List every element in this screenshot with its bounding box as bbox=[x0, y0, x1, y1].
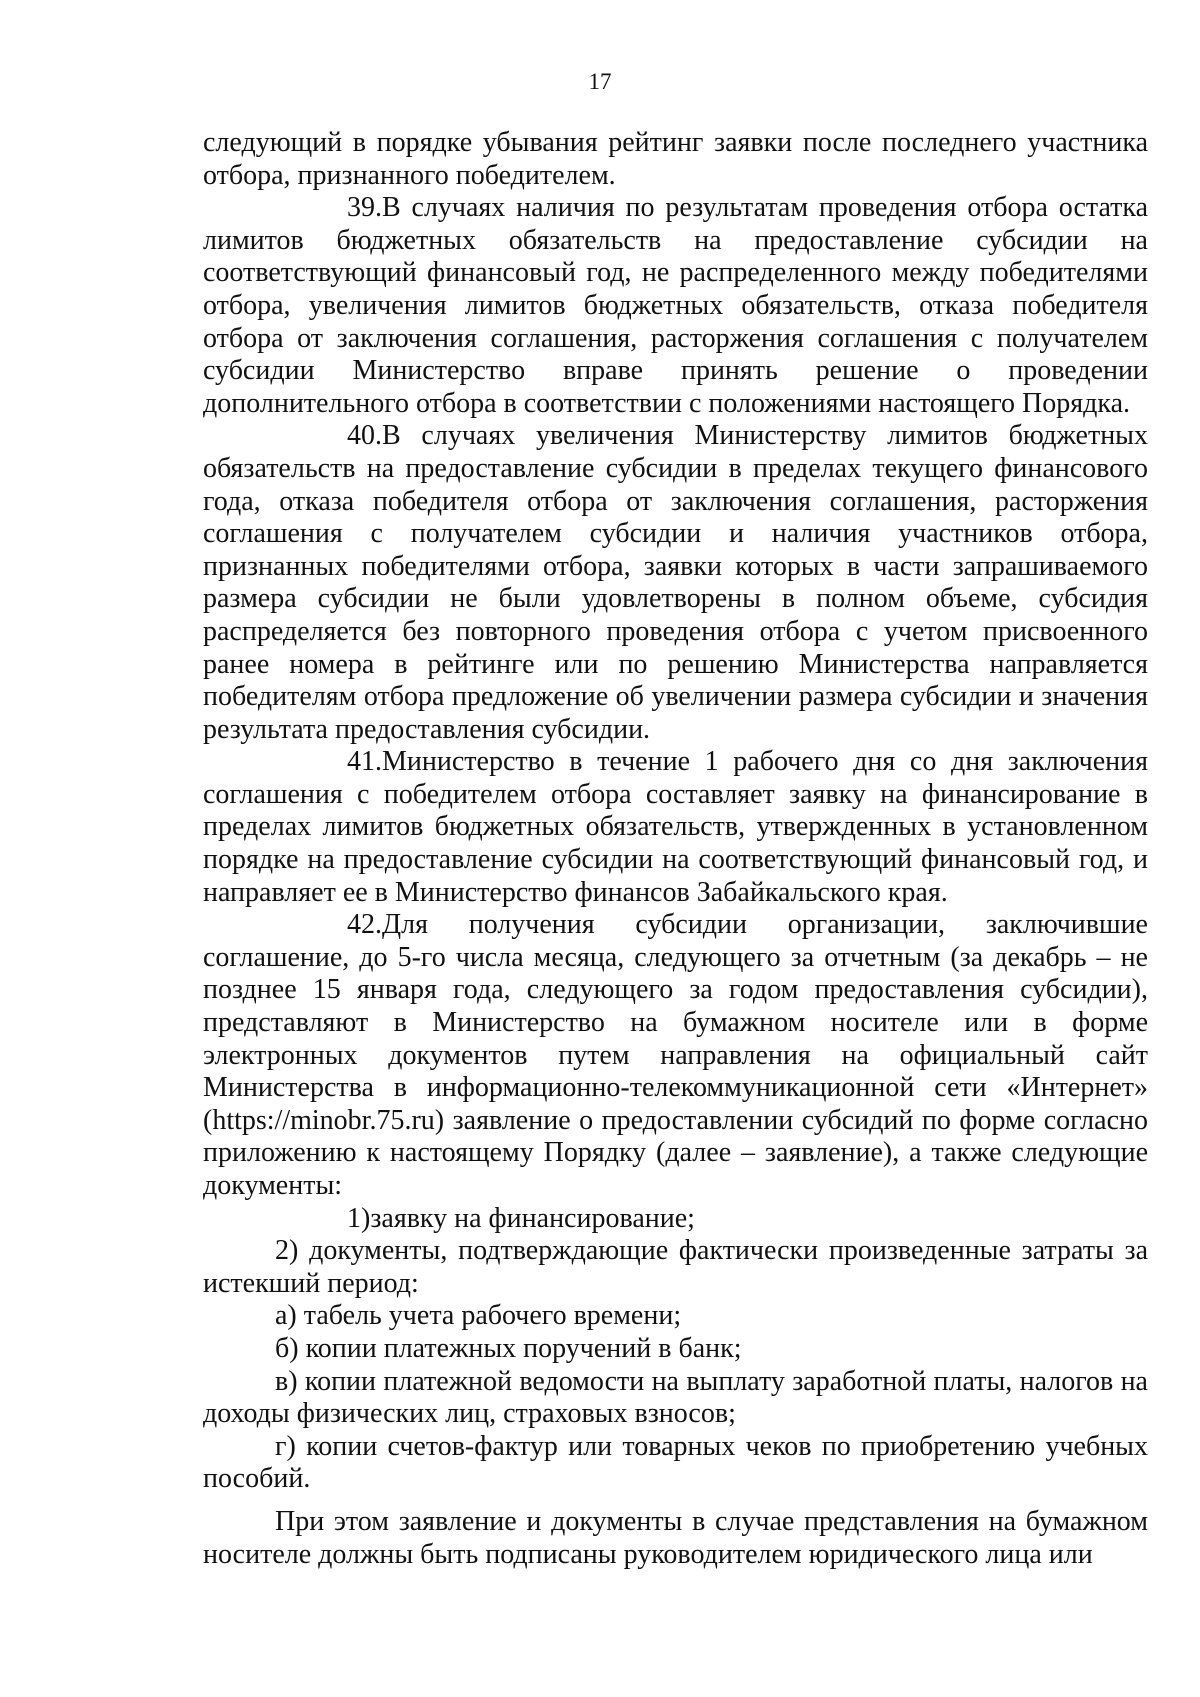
paragraph-number: 41. bbox=[347, 746, 382, 778]
paragraph-number: 40. bbox=[347, 420, 382, 452]
list-item-number: 1) bbox=[347, 1202, 371, 1234]
list-item-2: 2) документы, подтверждающие фактически произведенные затраты за истекший период: bbox=[203, 1235, 1148, 1299]
paragraph-text: В случаях увеличения Министерству лимитов бюджетных обязательств на предоставление субсидии в пределах текущего финансового года, отказа победителя отбора от заключения соглашения, расторжения соглашения с получателем субсидии и наличия участников отбора, признанных победителями отбора, заявки которых в части запрашиваемого размера субсидии не были удовлетворены в полном объеме, субсидия распределяется без повторного проведения отбора с учетом присвоенного ранее номера в рейтинге или по решению Министерства направляется победителям отбора предложение об увеличении размера субсидии и значения результата предоставления субсидии. bbox=[203, 420, 1148, 745]
closing-paragraph: При этом заявление и документы в случае представления на бумажном носителе должны быть подписаны руководителем юридического лица или bbox=[203, 1505, 1148, 1570]
paragraph-text: Для получения субсидии организации, заключившие соглашение, до 5-го числа месяца, следующего за отчетным (за декабрь – не позднее 15 января года, следующего за годом предоставления субсидии), представляют в Министерство на бумажном носителе или в форме электронных документов путем направления на официальный сайт Министерства в информационно-телекоммуникационной сети «Интернет» (https://minobr.75.ru) заявление о предоставлении субсидий по форме согласно приложению к настоящему Порядку (далее – заявление), а также следующие документы: bbox=[203, 909, 1148, 1201]
paragraph-39 bbox=[203, 192, 1148, 420]
paragraph-text: В случаях наличия по результатам проведения отбора остатка лимитов бюджетных обязательств на предоставление субсидии на соответствующий финансовый год, не распределенного между победителями отбора, увеличения лимитов бюджетных обязательств, отказа победителя отбора от заключения соглашения, расторжения соглашения с получателем субсидии Министерство вправе принять решение о проведении дополнительного отбора в соответствии с положениями настоящего Порядка. bbox=[203, 192, 1148, 419]
paragraph-40 bbox=[203, 420, 1148, 746]
list-item-1 bbox=[203, 1203, 1148, 1236]
page-number: 17 bbox=[588, 69, 612, 94]
sub-item-b: б) копии платежных поручений в банк; bbox=[275, 1332, 742, 1364]
sub-item-d: г) копии счетов-фактур или товарных чеков по приобретению учебных пособий. bbox=[203, 1430, 1148, 1495]
paragraph-text: Министерство в течение 1 рабочего дня со дня заключения соглашения с победителем отбора составляет заявку на финансирование в пределах лимитов бюджетных обязательств, утвержденных в установленном порядке на предоставление субсидии на соответствующий финансовый год, и направляет ее в Министерство финансов Забайкальского края. bbox=[203, 746, 1148, 908]
sub-item-a: а) табель учета рабочего времени; bbox=[275, 1300, 682, 1332]
paragraph-42 bbox=[203, 909, 1148, 1202]
paragraph-number: 39. bbox=[347, 192, 382, 224]
document-body bbox=[203, 127, 1148, 1571]
paragraph-number: 42. bbox=[347, 909, 382, 941]
sub-item-c: в) копии платежной ведомости на выплату заработной платы, налогов на доходы физических лиц, страховых взносов; bbox=[203, 1365, 1148, 1430]
list-item-text: заявку на финансирование; bbox=[370, 1202, 695, 1234]
paragraph-continuation: следующий в порядке убывания рейтинг заявки после последнего участника отбора, признанного победителем. bbox=[203, 127, 1148, 191]
paragraph-41 bbox=[203, 746, 1148, 909]
